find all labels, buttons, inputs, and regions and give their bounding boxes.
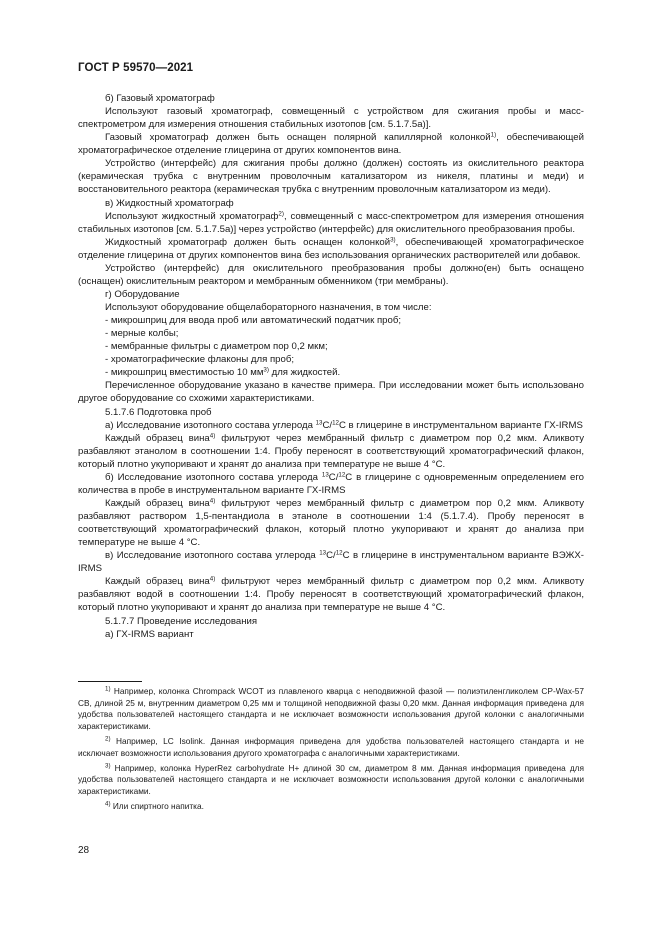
footnote: $^{4)}$ Или спиртного напитка. [105,800,204,812]
paragraph: Используют оборудование общелабораторного назначения, в том числе: [105,302,432,313]
superscript: 2) [278,209,284,217]
superscript: 13 [315,418,323,426]
paragraph: - хроматографические флаконы для проб; [105,354,294,366]
paragraph: Используют газовый хроматограф, совмещенный с устройством для сжигания пробы и масс-спектрометром для измерения отношения стабильных изотопов [см. 5.1.7.5а)]. [78,106,584,131]
paragraph: - мембранные фильтры с диаметром пор 0,2 мкм; [105,341,328,353]
superscript: 1) [105,685,111,693]
document-header: ГОСТ Р 59570—2021 [78,62,194,74]
paragraph: в) Жидкостный хроматограф [105,197,234,209]
paragraph: а) Исследование изотопного состава углерода $^{13}$C/$^{12}$C в глицерине в инструментальном варианте ГХ-IRMS [105,418,583,431]
page-number: 28 [78,845,90,856]
paragraph: б) Исследование изотопного состава углерода $^{13}$C/$^{12}$C в глицерине с одновременным определением его количества в пробе в инструментальном варианте ГХ-IRMS [78,471,584,496]
paragraph: Жидкостный хроматограф должен быть оснащен колонкой$^{3)}$, обеспечивающей хроматографическое отделение глицерина от других компонентов вина без использования органических растворителей или добавок. [78,236,584,261]
superscript: 4) [105,800,111,808]
superscript: 13 [319,549,327,557]
paragraph: - микрошприц вместимостью 10 $мм^{3)}$ для жидкостей. [105,366,341,379]
superscript: 3) [390,236,396,244]
paragraph: Перечисленное оборудование указано в качестве примера. При исследовании может быть использовано другое оборудование со схожими характеристиками. [78,380,584,405]
superscript: 4) [209,497,216,505]
superscript: 3) [105,762,111,770]
paragraph: - мерные колбы; [105,328,179,340]
superscript: 13 [321,471,329,479]
superscript: 2) [105,735,111,743]
document-body [78,92,584,641]
superscript: 12 [335,549,343,557]
footnote: $^{2)}$ Например, LC Isolink. Данная информация приведена для удобства пользователей настоящего стандарта и не исключает возможности использования другого хроматографа с аналогичными характеристиками. [78,735,584,758]
footnote: $^{1)}$ Например, колонка Chrompack WCOT из плавленого кварца с неподвижной фазой — полиэтиленгликолем CP-Wax-57 CB, длиной 25 м, внутренним диаметром 0,25 мм и толщиной неподвижной фазы 0,20 мкм. Данная информация приведена для удобства пользователей настоящего стандарта и не исключает возможности использования другой колонки с аналогичными характеристиками. [78,685,584,731]
paragraph: - микрошприц для ввода проб или автоматический податчик проб; [105,315,402,327]
superscript: 4) [209,575,216,583]
paragraph: б) Газовый хроматограф [105,93,215,104]
paragraph: 5.1.7.7 Проведение исследования [105,615,258,627]
footnote-divider [78,681,142,682]
paragraph: в) Исследование изотопного состава углерода $^{13}$C/$^{12}$C в глицерине в инструментальном варианте ВЭЖХ-IRMS [78,549,585,575]
paragraph: Устройство (интерфейс) для окислительного преобразования пробы должно(ен) быть оснащено (оснащен) окислительным реактором и мембранным обменником (три мембраны). [78,262,584,287]
paragraph: Каждый образец вина$^{4)}$ фильтруют через мембранный фильтр с диаметром пор 0,2 мкм. Аликвоту разбавляют этанолом в соотношении 1:4. Пробу переносят в соответствующий хроматографический флакон, который плотно укупоривают и хранят до анализа при температуре не выше 4 °С. [78,432,584,470]
paragraph: Каждый образец вина$^{4)}$ фильтруют через мембранный фильтр с диаметром пор 0,2 мкм. Аликвоту разбавляют раствором 1,5-пентандиола в этаноле в соотношении 1:4 (5.1.7.4). Пробу переносят в соответствующий хроматографический флакон, который плотно укупоривают и хранят до анализа при температуре не выше 4 °С. [78,497,584,549]
superscript: 3) [263,366,269,374]
footnote: $^{3)}$ Например, колонка HyperRez carbohydrate H+ длиной 30 см, диаметром 8 мм. Данная информация приведена для удобства пользователей настоящего стандарта и не исключает возможности использования другой колонки с аналогичными характеристиками. [78,762,584,796]
superscript: 12 [332,418,339,426]
superscript: 4) [209,432,216,440]
paragraph: Устройство (интерфейс) для сжигания пробы должно (должен) состоять из окислительного реактора (керамическая трубка с внутренним проволочным катализатором из никеля, платины и меди) и восстановительного реактора (керамическая трубка с внутренним проволочным катализатором из меди). [78,158,584,196]
footnotes [78,686,584,816]
superscript: 1) [490,131,497,139]
paragraph: г) Оборудование [105,288,180,300]
paragraph: 5.1.7.6 Подготовка проб [105,406,212,418]
paragraph: Каждый образец вина$^{4)}$ фильтруют через мембранный фильтр с диаметром пор 0,2 мкм. Аликвоту разбавляют водой в соотношении 1:4. Пробу переносят в соответствующий хроматографический флакон, который плотно укупоривают и хранят до анализа при температуре не выше 4 °С. [78,575,584,614]
paragraph: а) ГХ-IRMS вариант [105,628,194,640]
paragraph: Газовый хроматограф должен быть оснащен полярной капиллярной колонкой$^{1)}$, обеспечивающей хроматографическое отделение глицерина от других компонентов вина. [78,131,584,157]
superscript: 12 [338,471,346,479]
paragraph: Используют жидкостный хроматограф$^{2)}$, совмещенный с масс-спектрометром для измерения отношения стабильных изотопов [см. 5.1.7.5а)] через устройство (интерфейс) для окислительного преобразования пробы. [78,209,584,235]
